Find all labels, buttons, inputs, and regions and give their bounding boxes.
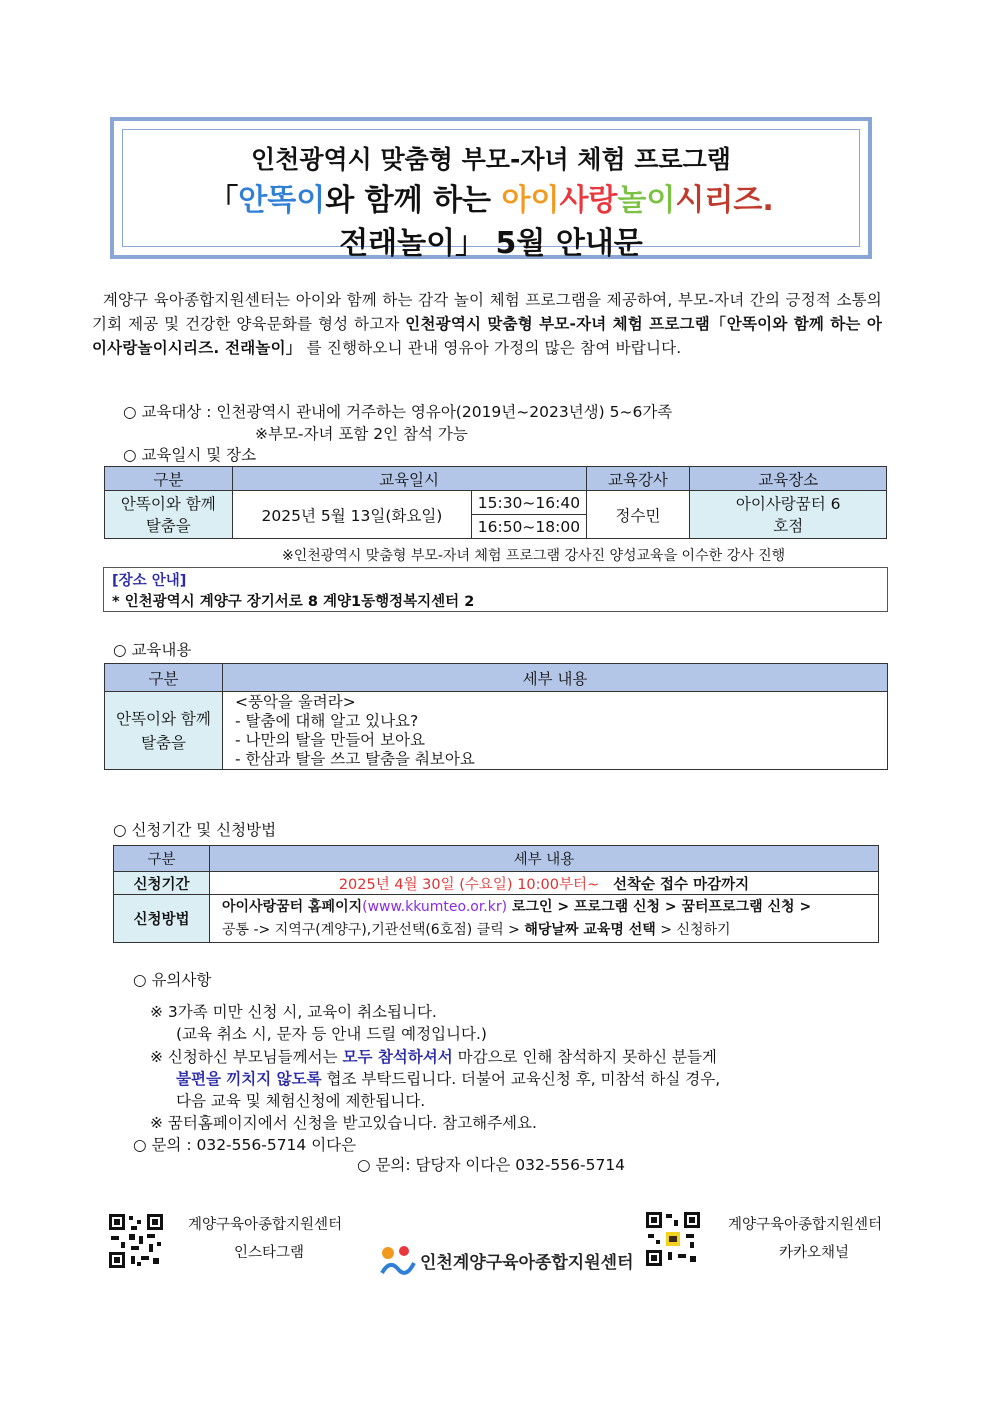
- apply-period-suffix: 선착순 접수 마감까지: [612, 876, 750, 893]
- content-item: - 한삼과 탈을 쓰고 탈춤을 춰보아요: [235, 749, 475, 768]
- title-line-3: 전래놀이」 5월 안내문: [339, 226, 643, 261]
- content-item: - 탈춤에 대해 알고 있나요?: [235, 711, 419, 730]
- instagram-qr-icon[interactable]: [107, 1212, 165, 1270]
- schedule-heading: ○ 교육일시 및 장소: [123, 446, 257, 464]
- apply-period-label: 신청기간: [114, 872, 210, 895]
- place-box: [103, 567, 888, 612]
- schedule-date: 2025년 5월 13일(화요일): [232, 491, 472, 539]
- title-line-2: 「안똑이와 함께 하는 아이사랑놀이시리즈.: [208, 183, 774, 218]
- apply-method-label: 신청방법: [114, 895, 210, 943]
- footer-left-channel: 인스타그램: [234, 1245, 305, 1261]
- schedule-time-1: 15:30~16:40: [472, 491, 586, 515]
- contact-line-2: ○ 문의: 담당자 이다은 032-556-5714: [357, 1156, 626, 1174]
- place-label: [장소 안내]: [112, 573, 187, 589]
- schedule-header-location: 교육장소: [690, 467, 887, 491]
- schedule-note: ※인천광역시 맞춤형 부모-자녀 체험 프로그램 강사진 양성교육을 이수한 강사 진행: [282, 548, 786, 564]
- target-note: ※부모-자녀 포함 2인 참석 가능: [255, 425, 468, 443]
- schedule-table: [104, 466, 887, 539]
- apply-heading: ○ 신청기간 및 신청방법: [113, 821, 277, 839]
- note-2: ※ 신청하신 부모님들께서는 모두 참석하셔서 마감으로 인해 참석하지 못하신 분들게: [150, 1048, 717, 1066]
- note-1b: (교육 취소 시, 문자 등 안내 드릴 예정입니다.): [176, 1025, 487, 1043]
- footer-right-channel: 카카오채널: [779, 1245, 850, 1261]
- content-subtitle: <풍악을 울려라>: [235, 692, 356, 711]
- apply-header-detail: 세부 내용: [210, 846, 879, 872]
- contact-line: ○ 문의 : 032-556-5714 이다은: [133, 1136, 357, 1154]
- schedule-instructor: 정수민: [586, 491, 690, 539]
- center-logo: [378, 1243, 634, 1279]
- center-logo-text: 인천계양구육아종합지원센터: [420, 1253, 634, 1273]
- footer-right-org: 계양구육아종합지원센터: [728, 1217, 883, 1233]
- kakao-qr-icon[interactable]: [644, 1210, 702, 1268]
- schedule-header-datetime: 교육일시: [232, 467, 586, 491]
- schedule-header-category: 구분: [105, 467, 233, 491]
- apply-period-value: 2025년 4월 30일 (수요일) 10:00부터~: [338, 876, 600, 893]
- note-1: ※ 3가족 미만 신청 시, 교육이 취소됩니다.: [150, 1003, 437, 1021]
- logo-mark-icon: [378, 1243, 418, 1279]
- apply-table: [113, 845, 879, 943]
- place-address: * 인천광역시 계양구 장기서로 8 계양1동행정복지센터 2: [112, 594, 475, 610]
- note-4: 다음 교육 및 체험신청에 제한됩니다.: [176, 1092, 426, 1110]
- schedule-time-2: 16:50~18:00: [472, 515, 586, 539]
- content-heading: ○ 교육내용: [113, 641, 192, 659]
- content-program: 안똑이와 함께 탈춤을: [105, 692, 223, 770]
- content-header-detail: 세부 내용: [223, 664, 888, 692]
- title-box: [110, 117, 872, 259]
- apply-header-category: 구분: [114, 846, 210, 872]
- content-detail: [223, 692, 888, 770]
- schedule-program: 안똑이와 함께 탈춤을: [105, 491, 233, 539]
- content-item: - 나만의 탈을 만들어 보아요: [235, 730, 426, 749]
- notes-heading: ○ 유의사항: [133, 971, 212, 989]
- note-3: 불편을 끼치지 않도록 협조 부탁드립니다. 더불어 교육신청 후, 미참석 하실 경우,: [176, 1070, 721, 1088]
- content-header-category: 구분: [105, 664, 223, 692]
- schedule-header-instructor: 교육강사: [586, 467, 690, 491]
- homepage-link[interactable]: (www.kkumteo.or.kr): [362, 898, 508, 915]
- title-line-1: 인천광역시 맞춤형 부모-자녀 체험 프로그램: [251, 145, 731, 174]
- footer-left-org: 계양구육아종합지원센터: [188, 1217, 343, 1233]
- target-line: ○ 교육대상 : 인천광역시 관내에 거주하는 영유아(2019년~2023년생) 5~6가족: [123, 403, 673, 421]
- apply-method: 아이사랑꿈터 홈페이지(www.kkumteo.or.kr) 로그인 > 프로그램 신청 > 꿈터프로그램 신청 > 공통 -> 지역구(계양구),기관선택(6호점) 클릭 > 해당날짜 교육명 선택 > 신청하기: [210, 895, 879, 943]
- intro-paragraph: 계양구 육아종합지원센터는 아이와 함께 하는 감각 놀이 체험 프로그램을 제공하여, 부모-자녀 간의 긍정적 소통의 기회 제공 및 건강한 양육문화를 형성 하고자 인천광역시 맞춤형 부모-자녀 체험 프로그램「안똑이와 함께 하는 아이사랑놀이시리즈. 전래놀이」 를 진행하오니 관내 영유아 가정의 많은 참여 바랍니다.: [92, 291, 882, 357]
- note-5: ※ 꿈터홈페이지에서 신청을 받고있습니다. 참고해주세요.: [150, 1114, 537, 1132]
- content-table: [104, 663, 888, 770]
- schedule-location: 아이사랑꿈터 6호점: [690, 491, 887, 539]
- apply-period: [210, 872, 879, 895]
